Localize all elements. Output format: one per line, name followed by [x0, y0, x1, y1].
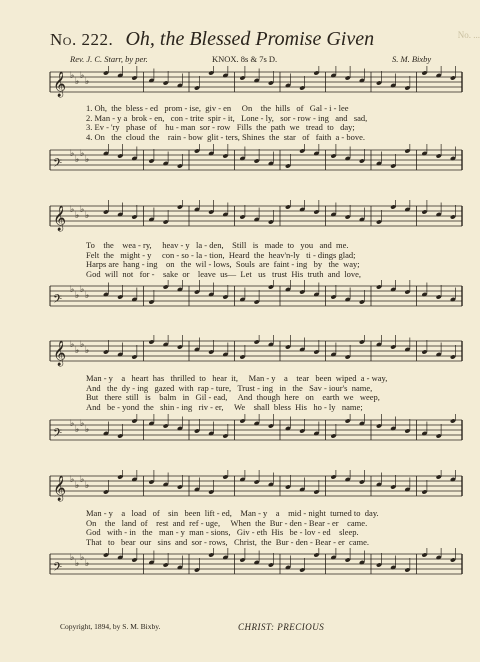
flat-icon: ♭ — [75, 210, 80, 220]
lyric-line: Harps are hang - ing on the wil - lows, Souls are faint - ing by the way; — [86, 260, 360, 269]
lyric-line: 2. Man - y a brok - en, con - trite spir - it, Lone - ly, sor - row - ing and sad, — [86, 113, 368, 123]
flat-icon: ♭ — [75, 290, 80, 300]
flat-icon: ♭ — [80, 70, 85, 80]
hymn-composer: S. M. Bixby — [392, 54, 432, 64]
flat-icon: ♭ — [80, 552, 85, 562]
page-edge-mark: No. ... — [457, 30, 480, 40]
flat-icon: ♭ — [75, 76, 80, 86]
lyrics-system-2 — [86, 241, 458, 279]
flat-icon: ♭ — [80, 418, 85, 428]
flat-icon: ♭ — [85, 76, 90, 86]
flat-icon: ♭ — [80, 148, 85, 158]
bass-clef-icon: 𝄢 — [53, 293, 63, 309]
lyric-line: Man - y a heart has thrilled to hear it, Man - y a tear been wiped a - way, — [86, 374, 388, 383]
treble-clef-icon: 𝄞 — [53, 206, 67, 231]
flat-icon: ♭ — [80, 284, 85, 294]
flat-icon: ♭ — [70, 284, 75, 294]
lyric-line: But there still is balm in Gil - ead, And though here on earth we weep, — [86, 393, 380, 402]
treble-clef-icon: 𝄞 — [53, 476, 67, 501]
hymn-title: Oh, the Blessed Promise Given — [125, 28, 375, 50]
flat-icon: ♭ — [75, 154, 80, 164]
lyric-line: Felt the might - y con - so - la - tion, Heard the heav'n-ly ti - dings glad; — [86, 250, 356, 260]
treble-clef-icon: 𝄞 — [53, 72, 67, 97]
lyrics-system-4 — [86, 509, 458, 547]
topic-heading: CHRIST: PRECIOUS — [238, 622, 325, 632]
flat-icon: ♭ — [80, 474, 85, 484]
treble-staff-4 — [0, 470, 480, 510]
flat-icon: ♭ — [75, 424, 80, 434]
flat-icon: ♭ — [70, 418, 75, 428]
flat-icon: ♭ — [85, 210, 90, 220]
flat-icon: ♭ — [70, 552, 75, 562]
lyric-line: And the dy - ing gazed with rap - ture, Trust - ing in the Sav - iour's name, — [86, 383, 373, 393]
flat-icon: ♭ — [85, 480, 90, 490]
lyric-line: 3. Ev - 'ry phase of hu - man sor - row Fills the path we tread to day; — [86, 123, 355, 132]
bass-staff-1 — [0, 144, 480, 184]
lyric-line: 4. On the cloud the rain - bow glit - ters, Shines the star of faith a - bove. — [86, 132, 366, 142]
bass-staff-4 — [0, 548, 480, 588]
hymn-author: Rev. J. C. Starr, by per. — [70, 54, 148, 64]
lyric-line: Man - y a load of sin been lift - ed, Man - y a mid - night turned to day. — [86, 509, 379, 518]
flat-icon: ♭ — [85, 345, 90, 355]
lyric-line: On the land of rest and ref - uge, When the Bur - den - Bear - er came. — [86, 518, 368, 528]
lyric-line: 1. Oh, the bless - ed prom - ise, giv - en On the hills of Gal - i - lee — [86, 104, 349, 113]
flat-icon: ♭ — [85, 424, 90, 434]
flat-icon: ♭ — [85, 154, 90, 164]
hymn-number: No. 222. — [50, 30, 114, 49]
treble-staff-1 — [0, 66, 480, 106]
treble-clef-icon: 𝄞 — [53, 341, 67, 366]
flat-icon: ♭ — [75, 558, 80, 568]
flat-icon: ♭ — [70, 70, 75, 80]
bass-clef-icon: 𝄢 — [53, 427, 63, 443]
lyric-line: God will not for - sake or leave us— Let us trust His truth and love, — [86, 269, 362, 279]
flat-icon: ♭ — [70, 148, 75, 158]
treble-staff-3 — [0, 335, 480, 375]
bass-staff-3 — [0, 414, 480, 454]
flat-icon: ♭ — [85, 290, 90, 300]
flat-icon: ♭ — [75, 480, 80, 490]
lyric-line: To the wea - ry, heav - y la - den, Still is made to you and me. — [86, 241, 349, 250]
flat-icon: ♭ — [75, 345, 80, 355]
treble-staff-2 — [0, 200, 480, 240]
hymn-header — [50, 28, 374, 51]
bass-staff-2 — [0, 280, 480, 320]
hymn-tune: KNOX. 8s & 7s D. — [212, 54, 278, 64]
flat-icon: ♭ — [80, 339, 85, 349]
flat-icon: ♭ — [85, 558, 90, 568]
lyrics-system-3 — [86, 374, 458, 412]
bass-clef-icon: 𝄢 — [53, 157, 63, 173]
bass-clef-icon: 𝄢 — [53, 561, 63, 577]
flat-icon: ♭ — [70, 339, 75, 349]
flat-icon: ♭ — [70, 204, 75, 214]
lyric-line: God with - in the man - y man - sions, Giv - eth His be - lov - ed sleep. — [86, 528, 359, 537]
lyric-line: That to bear our sins and sor - rows, Christ, the Bur - den - Bear - er came. — [86, 537, 370, 547]
flat-icon: ♭ — [80, 204, 85, 214]
lyric-line: And be - yond the shin - ing riv - er, We shall bless His ho - ly name; — [86, 402, 363, 412]
lyrics-system-1 — [86, 104, 458, 142]
copyright-notice: Copyright, 1894, by S. M. Bixby. — [60, 622, 161, 631]
flat-icon: ♭ — [70, 474, 75, 484]
